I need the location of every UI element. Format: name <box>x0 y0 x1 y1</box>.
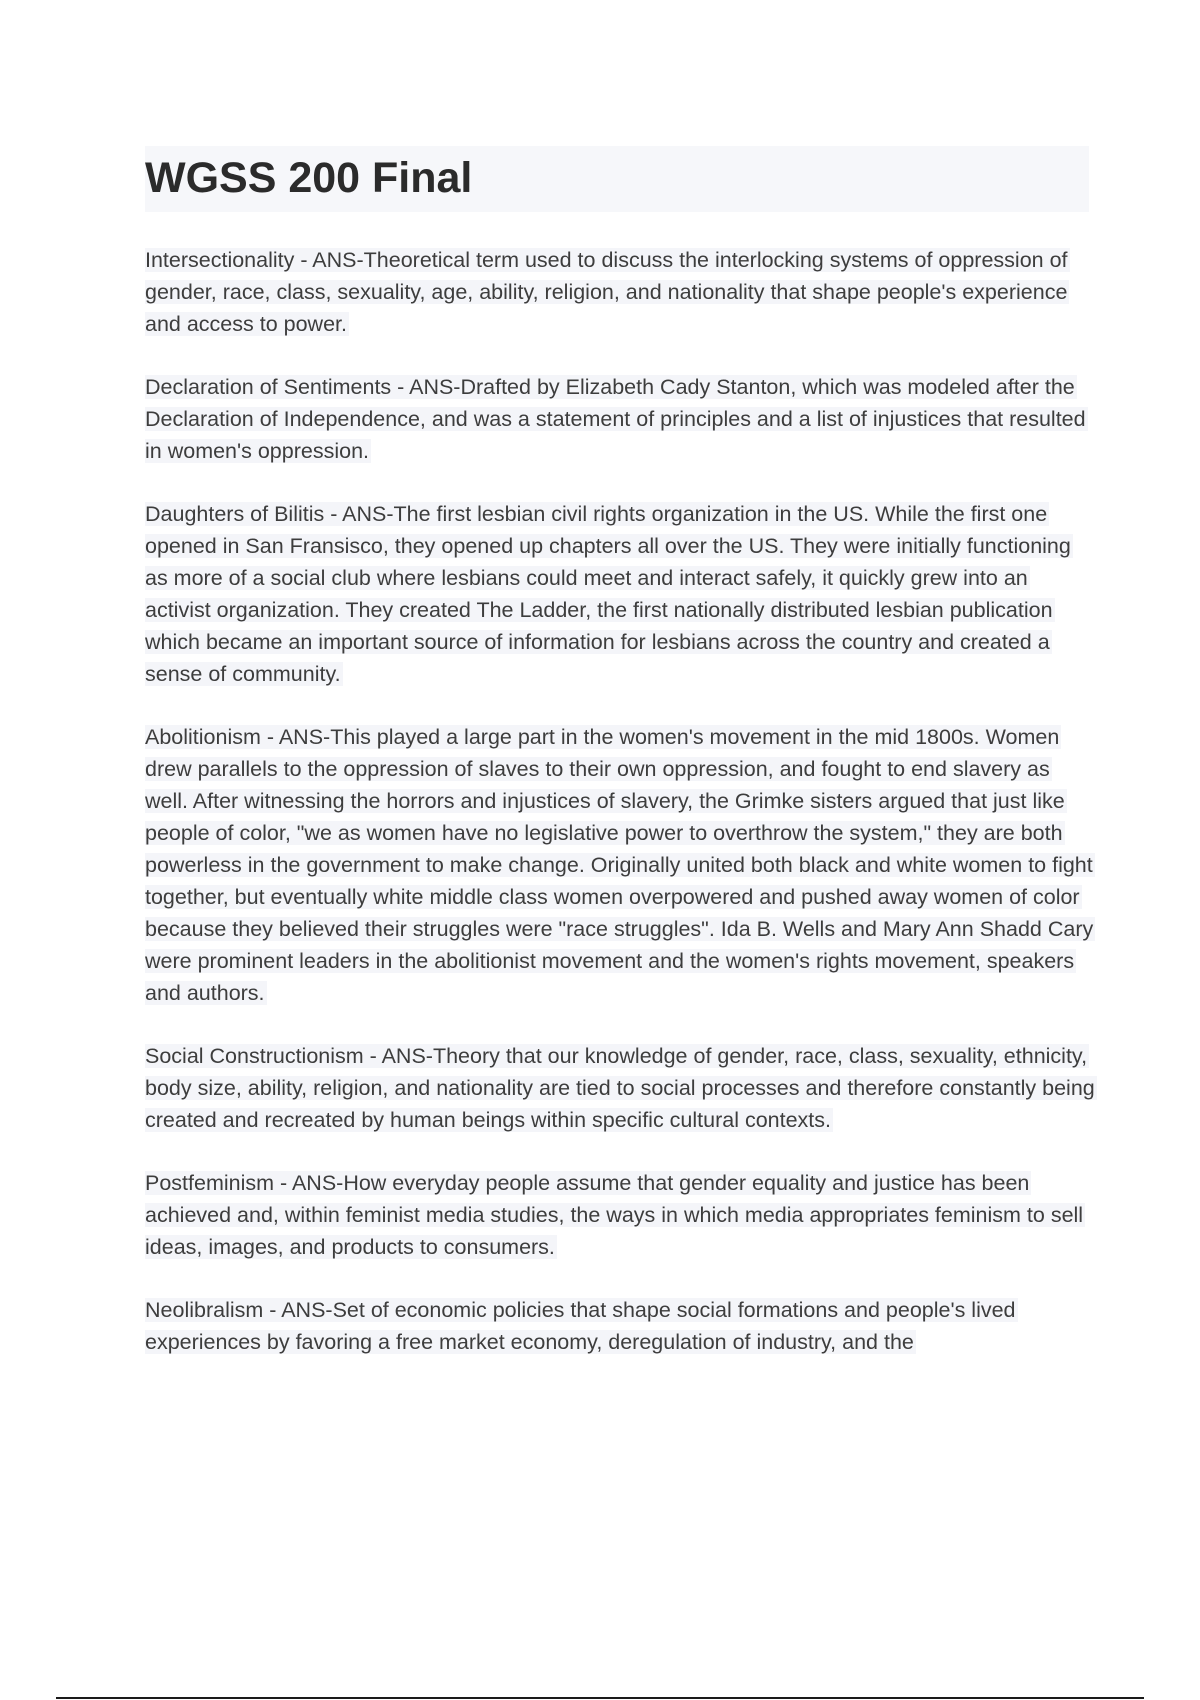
entry-declaration-of-sentiments <box>145 371 1095 467</box>
footer-rule <box>56 1697 1144 1699</box>
entry-text: Neolibralism - ANS-Set of economic policies that shape social formations and people's lived experiences by favoring a free market economy, deregulation of industry, and the <box>145 1298 1016 1354</box>
entry-text: Declaration of Sentiments - ANS-Drafted by Elizabeth Cady Stanton, which was modeled after the Declaration of Independence, and was a statement of principles and a list of injustices that resulted in women's oppression. <box>145 375 1086 463</box>
entry-neolibralism <box>145 1294 1095 1358</box>
entry-postfeminism <box>145 1167 1095 1263</box>
entry-daughters-of-bilitis <box>145 498 1095 690</box>
entry-text: Abolitionism - ANS-This played a large part in the women's movement in the mid 1800s. Women drew parallels to the oppression of slaves to their own oppression, and fought to end slavery as well. After witnessing the horrors and injustices of slavery, the Grimke sisters argued that just like people of color, "we as women have no legislative power to overthrow the system," they are both powerless in the government to make change. Originally united both black and white women to fight together, but eventually white middle class women overpowered and pushed away women of color because they believed their struggles were "race struggles". Ida B. Wells and Mary Ann Shadd Cary were prominent leaders in the abolitionist movement and the women's rights movement, speakers and authors. <box>145 725 1094 1005</box>
page-title-bar <box>145 146 1089 212</box>
entry-social-constructionism <box>145 1040 1095 1136</box>
entry-text: Daughters of Bilitis - ANS-The first lesbian civil rights organization in the US. While the first one opened in San Fransisco, they opened up chapters all over the US. They were initially functioning as more of a social club where lesbians could meet and interact safely, it quickly grew into an activist organization. They created The Ladder, the first nationally distributed lesbian publication which became an important source of information for lesbians across the country and created a sense of community. <box>145 502 1071 686</box>
entry-intersectionality <box>145 244 1095 340</box>
entry-text: Intersectionality - ANS-Theoretical term used to discuss the interlocking systems of oppression of gender, race, class, sexuality, age, ability, religion, and nationality that shape people's experience and access to power. <box>145 248 1068 336</box>
document-body <box>145 244 1095 1389</box>
entry-abolitionism <box>145 721 1095 1009</box>
entry-text: Social Constructionism - ANS-Theory that our knowledge of gender, race, class, sexuality, ethnicity, body size, ability, religion, and nationality are tied to social processes and therefore constantly being created and recreated by human beings within specific cultural contexts. <box>145 1044 1095 1132</box>
entry-text: Postfeminism - ANS-How everyday people assume that gender equality and justice has been achieved and, within feminist media studies, the ways in which media appropriates feminism to sell ideas, images, and products to consumers. <box>145 1171 1084 1259</box>
page-title: WGSS 200 Final <box>145 154 473 202</box>
